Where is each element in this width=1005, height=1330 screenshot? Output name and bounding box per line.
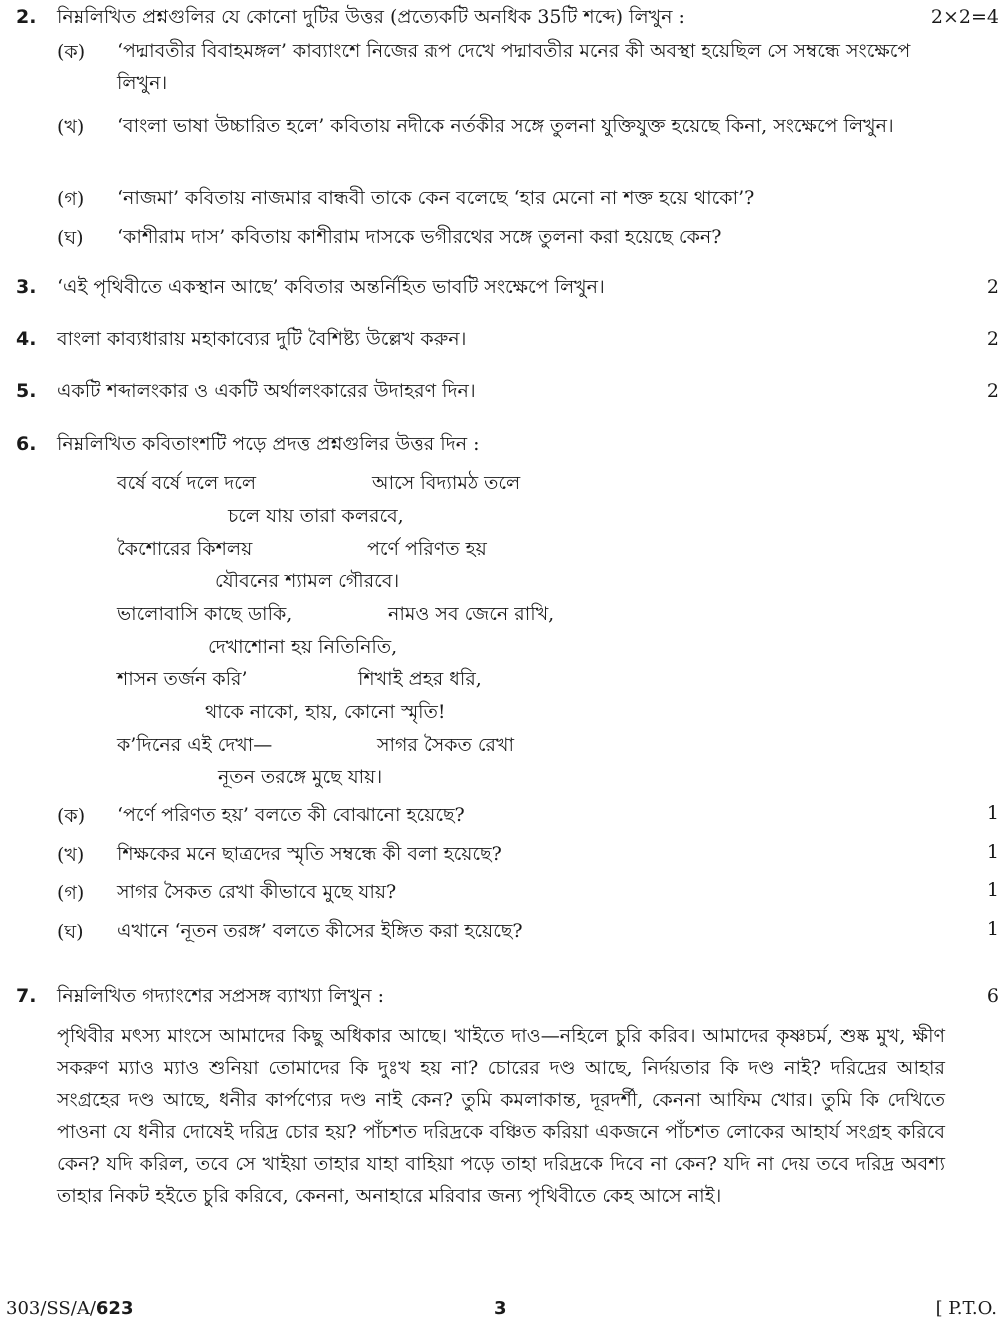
sub-question-text: ‘পর্ণে পরিণত হয়’ বলতে কী বোঝানো হয়েছে?: [117, 804, 465, 826]
poem-line: কৈশোরের কিশলয়: [117, 538, 253, 560]
question-number: 5.: [16, 380, 37, 402]
sub-question-marks: 1: [986, 879, 999, 901]
paper-code: [6, 1298, 133, 1319]
poem-line: ক’দিনের এই দেখা—: [117, 734, 273, 756]
sub-question-marks: 1: [986, 802, 999, 824]
sub-question-label: (খ): [57, 844, 85, 866]
sub-question-text: ‘পদ্মাবতীর বিবাহমঙ্গল’ কাব্যাংশে নিজের রূপ দেখে পদ্মাবতীর মনের কী অবস্থা হয়েছিল সে সম্বন্ধে সংক্ষেপে লিখুন।: [117, 40, 911, 94]
question-marks: 2: [986, 276, 999, 298]
question-number: 4.: [16, 328, 37, 350]
sub-question-text: ‘বাংলা ভাষা উচ্চারিত হলে’ কবিতায় নদীকে নর্তকীর সঙ্গে তুলনা যুক্তিযুক্ত হয়েছে কিনা, সংক্ষেপে লিখুন।: [117, 115, 894, 137]
poem-line: বর্ষে বর্ষে দলে দলে: [117, 472, 257, 494]
poem-line: পর্ণে পরিণত হয়: [367, 538, 487, 560]
question-text: ‘এই পৃথিবীতে একস্থান আছে’ কবিতার অন্তর্নিহিত ভাবটি সংক্ষেপে লিখুন।: [57, 276, 605, 298]
poem-line: দেখাশোনা হয় নিতিনিতি,: [208, 636, 398, 658]
sub-question-label: (ঘ): [57, 921, 84, 943]
poem-line: চলে যায় তারা কলরবে,: [228, 505, 404, 527]
question-number: 3.: [16, 276, 37, 298]
poem-line: যৌবনের শ্যামল গৌরবে।: [215, 570, 400, 592]
poem-line: নূতন তরঙ্গে মুছে যায়।: [218, 766, 383, 788]
poem-line: সাগর সৈকত রেখা: [377, 734, 514, 756]
sub-question-text: ‘কাশীরাম দাস’ কবিতায় কাশীরাম দাসকে ভগীরথের সঙ্গে তুলনা করা হয়েছে কেন?: [117, 226, 722, 248]
poem-line: ভালোবাসি কাছে ডাকি,: [117, 603, 293, 625]
sub-question-text: এখানে ‘নূতন তরঙ্গ’ বলতে কীসের ইঙ্গিত করা হয়েছে?: [117, 920, 523, 942]
sub-question-label: (ক): [57, 805, 86, 827]
poem-line: শাসন তর্জন করি’: [117, 668, 248, 690]
question-number: 6.: [16, 433, 37, 455]
page-number: 3: [494, 1298, 507, 1319]
question-marks: 2: [986, 328, 999, 350]
pto-note: [ P.T.O.: [935, 1298, 997, 1319]
poem-line: নামও সব জেনে রাখি,: [388, 603, 555, 625]
question-marks: 2×2=4: [930, 6, 999, 28]
poem-line: শিখাই প্রহর ধরি,: [358, 668, 482, 690]
question-text: নিম্নলিখিত কবিতাংশটি পড়ে প্রদত্ত প্রশ্নগুলির উত্তর দিন :: [57, 433, 480, 455]
sub-question-label: (ক): [57, 41, 86, 63]
question-marks: 2: [986, 380, 999, 402]
prose-passage: পৃথিবীর মৎস্য মাংসে আমাদের কিছু অধিকার আছে। খাইতে দাও—নহিলে চুরি করিব। আমাদের কৃষ্ণচর্ম, শুষ্ক মুখ, ক্ষীণ সকরুণ ম্যাও ম্যাও শুনিয়া তোমাদের কি দুঃখ হয় না? চোরের দণ্ড আছে, নির্দয়তার কি দণ্ড নাই? দরিদ্রের আহার সংগ্রহের দণ্ড আছে, ধনীর কার্পণ্যের দণ্ড নাই কেন? তুমি কমলাকান্ত, দূরদর্শী, কেননা আফিম খোর। তুমি কি দেখিতে পাওনা যে ধনীর দোষেই দরিদ্র চোর হয়? পাঁচশত দরিদ্রকে বঞ্চিত করিয়া একজনে পাঁচশত লোকের আহার্য সংগ্রহ করিবে কেন? যদি করিল, তবে সে খাইয়া তাহার যাহা বাহিয়া পড়ে তাহা দরিদ্রকে দিবে না কেন? যদি না দেয় তবে দরিদ্র অবশ্য তাহার নিকট হইতে চুরি করিবে, কেননা, অনাহারে মরিবার জন্য পৃথিবীতে কেহ আসে নাই।: [57, 1025, 945, 1207]
sub-question-label: (গ): [57, 882, 85, 904]
question-text: নিম্নলিখিত গদ্যাংশের সপ্রসঙ্গ ব্যাখ্যা লিখুন :: [57, 985, 384, 1007]
sub-question-marks: 1: [986, 918, 999, 940]
question-number: 2.: [16, 6, 37, 28]
paper-code-prefix: 303/SS/A/: [6, 1298, 96, 1319]
question-number: 7.: [16, 985, 37, 1007]
sub-question-label: (খ): [57, 116, 85, 138]
question-text: একটি শব্দালংকার ও একটি অর্থালংকারের উদাহরণ দিন।: [57, 380, 476, 402]
paper-code-number: 623: [95, 1298, 134, 1319]
sub-question-text: সাগর সৈকত রেখা কীভাবে মুছে যায়?: [117, 881, 397, 903]
sub-question-label: (ঘ): [57, 227, 84, 249]
sub-question-marks: 1: [986, 841, 999, 863]
question-marks: 6: [986, 985, 999, 1007]
poem-line: আসে বিদ্যামঠ তলে: [372, 472, 521, 494]
sub-question-label: (গ): [57, 188, 85, 210]
poem-line: থাকে নাকো, হায়, কোনো স্মৃতি!: [205, 701, 446, 723]
sub-question-text: শিক্ষকের মনে ছাত্রদের স্মৃতি সম্বন্ধে কী বলা হয়েছে?: [117, 843, 502, 865]
question-text: নিম্নলিখিত প্রশ্নগুলির যে কোনো দুটির উত্তর (প্রত্যেকটি অনধিক 35টি শব্দে) লিখুন :: [57, 6, 685, 28]
sub-question-text: ‘নাজমা’ কবিতায় নাজমার বান্ধবী তাকে কেন বলেছে ‘হার মেনো না শক্ত হয়ে থাকো’?: [117, 187, 755, 209]
question-text: বাংলা কাব্যধারায় মহাকাব্যের দুটি বৈশিষ্ট্য উল্লেখ করুন।: [57, 328, 467, 350]
